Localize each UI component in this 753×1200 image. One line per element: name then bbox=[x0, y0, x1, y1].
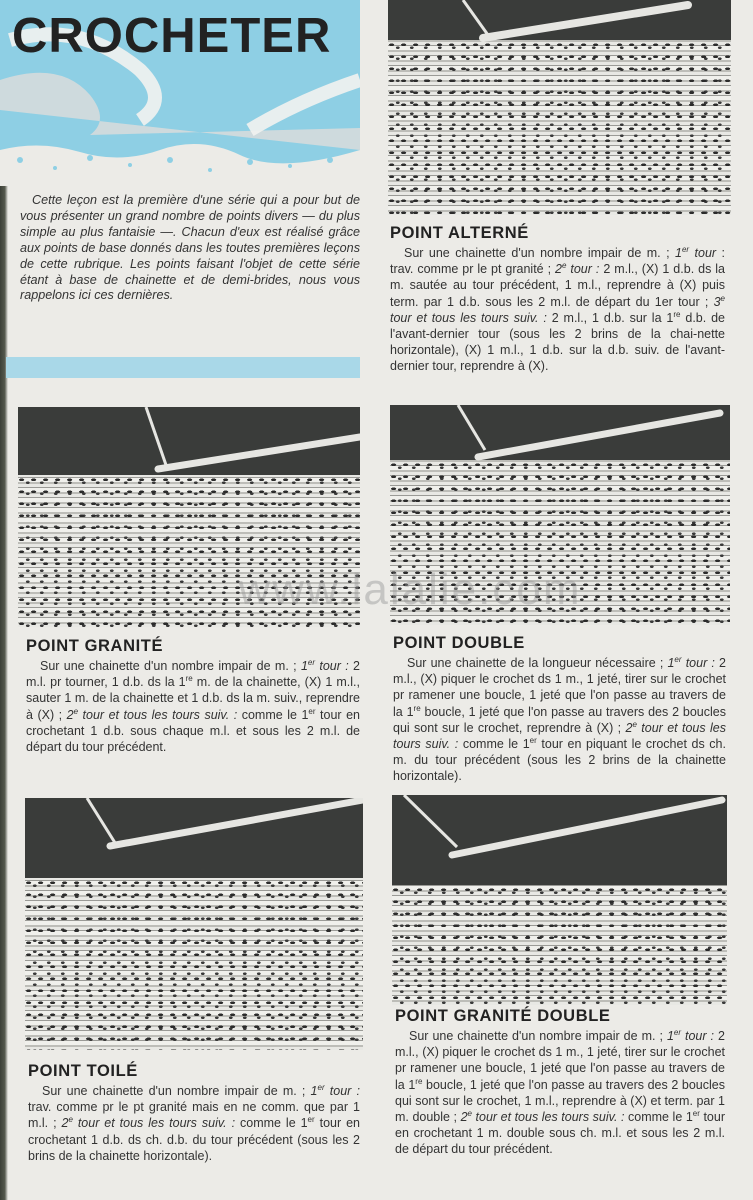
heading-point-granite-double: POINT GRANITÉ DOUBLE bbox=[395, 1007, 611, 1025]
photo-point-alterne bbox=[388, 0, 731, 215]
heading-point-granite: POINT GRANITÉ bbox=[26, 637, 164, 655]
text-point-alterne: Sur une chainette d'un nombre impair de m. ; 1er tour : trav. comme pr le pt granité ; 2e tour : 2 m.l., (X) 1 d.b. ds la m. sautée au tour précédent, 1 m.l., reprendre à (X) puis term. par 1 d.b. sous les 2 m.l. de départ du 1er tour ; 3e tour et tous les tours suiv. : 2 m.l., 1 d.b. sur la 1re d.b. de l'avant-dernier tour (sous les 2 brins de la chai-nette horizontale), (X) 1 m.l., 1 d.b. sur la d.b. suiv. de l'avant-dernier tour, reprendre à (X). bbox=[390, 244, 726, 374]
photo-point-granite bbox=[18, 407, 360, 627]
watermark: www.lalalie.com bbox=[238, 565, 582, 614]
page-title: CROCHETER bbox=[12, 9, 332, 63]
photo-point-toile bbox=[25, 798, 363, 1050]
text-point-granite-double: Sur une chainette d'un nombre impair de m. ; 1er tour : 2 m.l., (X) piquer le crochet ds 1 m., 1 jeté, tirer sur le crochet pr ramener une boucle, 1 jeté que l'on passe au travers de la 1re boucle, 1 jeté que l'on passe au travers des 2 boucles qui sont sur le crochet, 1 m.l., reprendre à (X) et term. par 1 m. double ; 2e tour et tous les tours suiv. : comme le 1er tour en crochetant 1 m. double sous ch. m.l. et sous les 2 m.l. de départ du tour précédent. bbox=[395, 1027, 725, 1157]
header-banner bbox=[0, 0, 360, 186]
photo-point-granite-double bbox=[392, 795, 727, 1005]
heading-point-toile: POINT TOILÉ bbox=[28, 1062, 138, 1080]
divider-bar bbox=[6, 357, 360, 378]
heading-point-double: POINT DOUBLE bbox=[393, 634, 525, 652]
intro-paragraph: Cette leçon est la première d'une série qui a pour but de vous présenter un grand nombre de points divers — du plus simple au plus fantaisie —. Chacun d'eux est réalisé grâce aux points de base donnés dans les toutes premières leçons de cette rubrique. Les points faisant l'objet de cette série étant à base de chainette et de demi-brides, nous vous rappelons ici ces dernières. bbox=[20, 193, 360, 303]
text-point-double: Sur une chainette de la longueur nécessaire ; 1er tour : 2 m.l., (X) piquer le crochet ds 1 m., 1 jeté, tirer sur le crochet pr ramener une boucle, 1 jeté que l'on passe au travers de la 1re boucle, 1 jeté que l'on passe au travers des 2 boucles qui sont sur le crochet, reprendre à (X) ; 2e tour et tous les tours suiv. : comme le 1er tour en piquant le crochet ds ch. m. du tour précédent (sous les 2 brins de la chainette horizontale). bbox=[393, 654, 726, 784]
text-point-toile: Sur une chainette d'un nombre impair de m. ; 1er tour : trav. comme pr le pt granité mais en ne comm. que par 1 m.l. ; 2e tour et tous les tours suiv. : comme le 1er tour en crochetant 1 d.b. ds ch. d.b. du tour précédent (sous les 2 brins de la chainette horizontale). bbox=[28, 1082, 360, 1163]
heading-point-alterne: POINT ALTERNÉ bbox=[390, 224, 529, 242]
text-point-granite: Sur une chainette d'un nombre impair de m. ; 1er tour : 2 m.l. pr tourner, 1 d.b. ds la 1re m. de la chainette, (X) 1 m.l., sauter 1 m. de la chainette et 1 d.b. ds la m. suiv., reprendre à (X) ; 2e tour et tous les tours suiv. : comme le 1er tour en crochetant 1 d.b. sous chaque m.l. et sous les 2 m.l. de départ du tour précédent. bbox=[26, 657, 360, 755]
photo-point-double bbox=[390, 405, 730, 625]
